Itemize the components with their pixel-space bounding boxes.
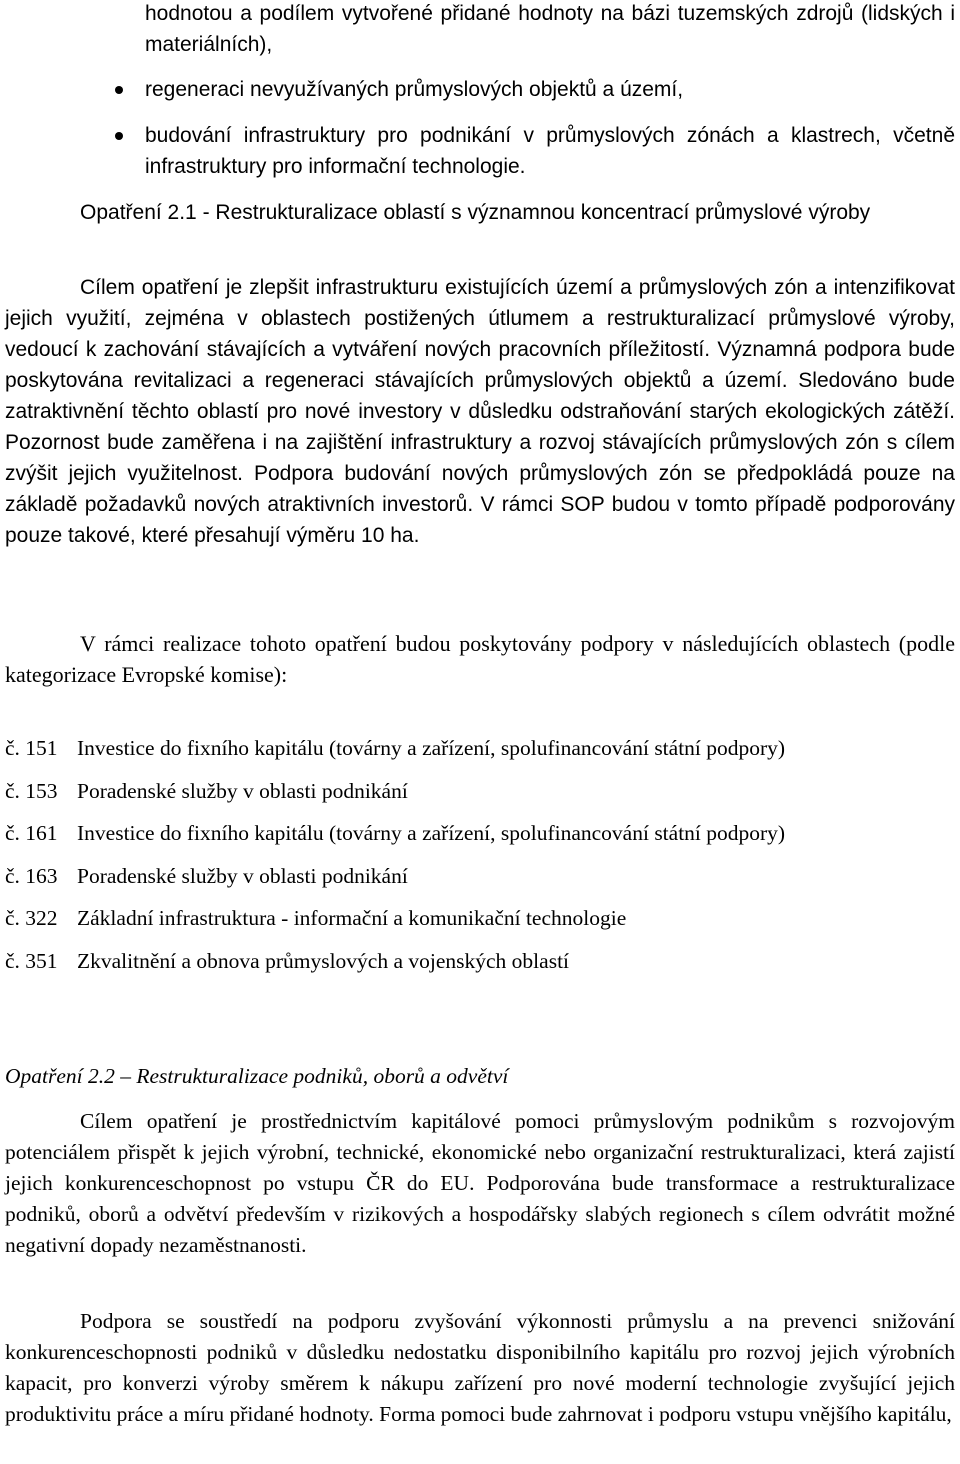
category-list	[5, 733, 955, 977]
measure-2-1-heading: Opatření 2.1 - Restrukturalizace oblastí s významnou koncentrací průmyslové výroby	[80, 201, 871, 224]
category-code: č. 322	[5, 906, 58, 930]
bullet-item	[145, 120, 955, 182]
category-code: č. 151	[5, 736, 58, 760]
measure-2-2-paragraph-1: Cílem opatření je prostřednictvím kapitálové pomoci průmyslovým podnikům s rozvojovým potenciálem přispět k jejich výrobní, technické, ekonomické nebo organizační restrukturalizaci, která zajistí jejich konkurenceschopnost po vstupu ČR do EU. Podporována bude transformace a restrukturalizace podniků, oborů a odvětví především v rizikových a hospodářsky slabých regionech s cílem odvrátit možné negativní dopady nezaměstnanosti.	[5, 1109, 955, 1257]
bullet-item	[145, 74, 955, 105]
category-item	[5, 861, 955, 892]
category-text: Investice do fixního kapitálu (továrny a zařízení, spolufinancování státní podpory)	[77, 821, 786, 845]
category-code: č. 161	[5, 821, 58, 845]
category-item	[5, 733, 955, 764]
category-text: Poradenské služby v oblasti podnikání	[77, 864, 408, 888]
category-text: Základní infrastruktura - informační a komunikační technologie	[77, 906, 627, 930]
category-item	[5, 818, 955, 849]
support-intro: V rámci realizace tohoto opatření budou poskytovány podpory v následujících oblastech (podle kategorizace Evropské komise):	[5, 631, 955, 687]
category-code: č. 351	[5, 949, 58, 973]
bullet-text: regeneraci nevyužívaných průmyslových objektů a území,	[145, 78, 684, 101]
category-item	[5, 776, 955, 807]
category-text: Poradenské služby v oblasti podnikání	[77, 779, 408, 803]
bullet-continuation: hodnotou a podílem vytvořené přidané hodnoty na bázi tuzemských zdrojů (lidských i materiálních),	[145, 2, 955, 56]
bullet-icon	[115, 132, 123, 140]
bullet-text: budování infrastruktury pro podnikání v průmyslových zónách a klastrech, včetně infrastruktury pro informační technologie.	[145, 124, 955, 178]
category-item	[5, 946, 955, 977]
category-text: Investice do fixního kapitálu (továrny a zařízení, spolufinancování státní podpory)	[77, 736, 786, 760]
measure-2-2-heading: Opatření 2.2 – Restrukturalizace podniků, oborů a odvětví	[5, 1064, 509, 1088]
bullet-icon	[115, 86, 123, 94]
measure-2-1-body: Cílem opatření je zlepšit infrastrukturu existujících území a průmyslových zón a intenzifikovat jejich využití, zejména v oblastech postižených útlumem a restrukturalizací průmyslové výroby, vedoucí k zachování stávajících a vytváření nových pracovních příležitostí. Významná podpora bude poskytována revitalizaci a regeneraci stávajících průmyslových objektů a území. Sledováno bude zatraktivnění těchto oblastí pro nové investory v důsledku odstraňování starých ekologických zátěží. Pozornost bude zaměřena i na zajištění infrastruktury a rozvoj stávajících průmyslových zón s cílem zvýšit jejich využitelnost. Podpora budování nových průmyslových zón se předpokládá pouze na základě požadavků nových atraktivních investorů. V rámci SOP budou v tomto případě podporovány pouze takové, které přesahují výměru 10 ha.	[5, 276, 955, 547]
category-item	[5, 903, 955, 934]
measure-2-2-paragraph-2: Podpora se soustředí na podporu zvyšování výkonnosti průmyslu a na prevenci snižování konkurenceschopnosti podniků v důsledku nedostatku disponibilního kapitálu pro rozvoj jejich výrobních kapacit, pro konverzi výroby směrem k nákupu zařízení pro nové moderní technologie zvyšující jejich produktivitu práce a míru přidané hodnoty. Forma pomoci bude zahrnovat i podporu vstupu vnějšího kapitálu,	[5, 1309, 955, 1426]
category-text: Zkvalitnění a obnova průmyslových a vojenských oblastí	[77, 949, 570, 973]
category-code: č. 163	[5, 864, 58, 888]
category-code: č. 153	[5, 779, 58, 803]
